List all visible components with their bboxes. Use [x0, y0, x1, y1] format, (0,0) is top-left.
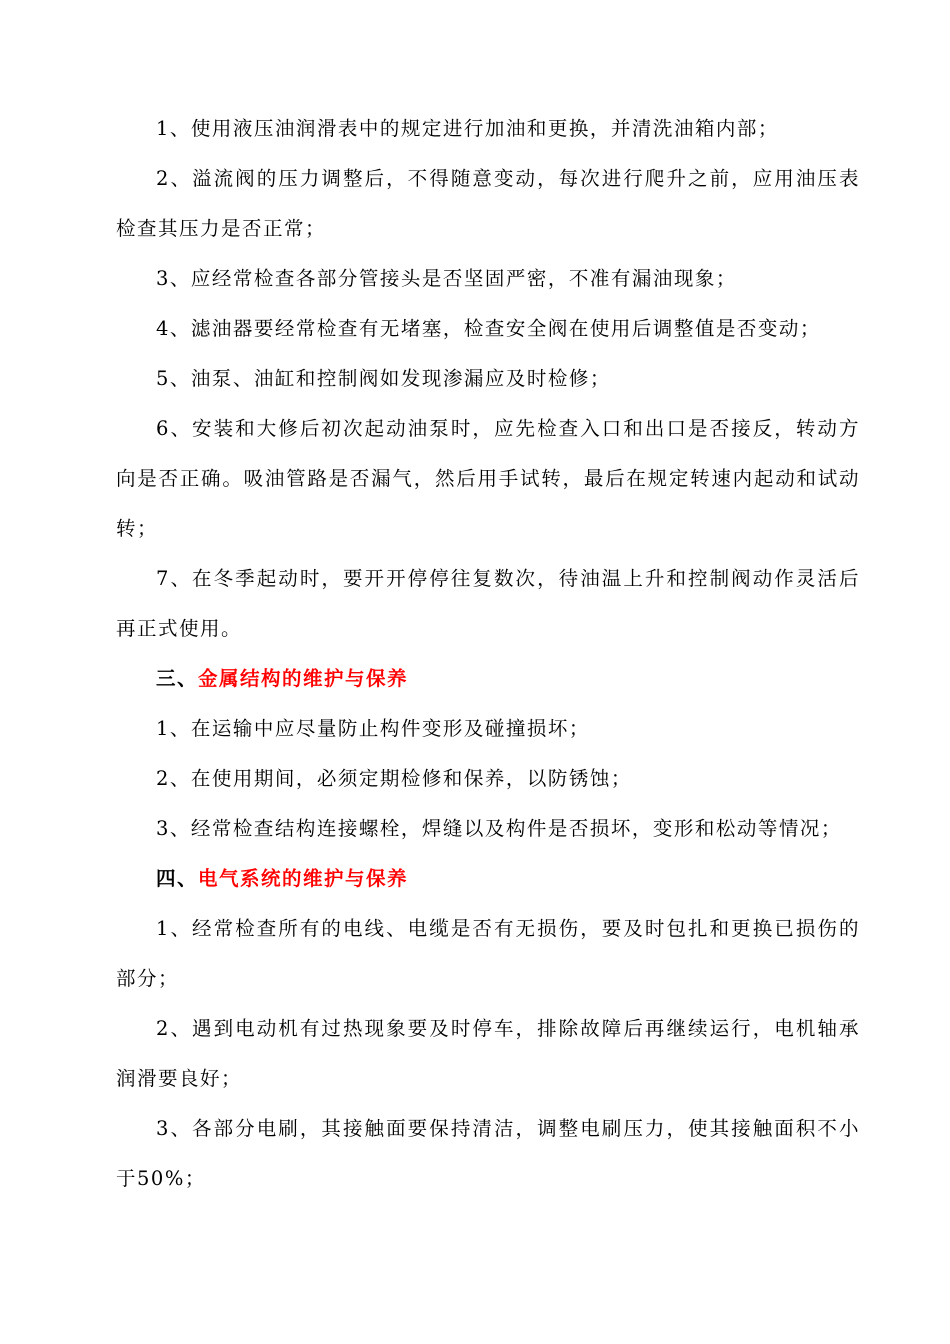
paragraph-metal-1: 1、在运输中应尽量防止构件变形及碰撞损坏；	[156, 717, 590, 740]
section-number: 四、	[156, 867, 199, 890]
paragraph-electrical-3: 3、各部分电刷，其接触面要保持清洁，调整电刷压力，使其接触面积不小于50%；	[116, 1117, 860, 1190]
paragraph-hydraulic-4: 4、滤油器要经常检查有无堵塞，检查安全阀在使用后调整值是否变动；	[156, 317, 821, 340]
paragraph-hydraulic-2: 2、溢流阀的压力调整后，不得随意变动，每次进行爬升之前，应用油压表检查其压力是否正常；	[116, 167, 860, 240]
paragraph-hydraulic-5: 5、油泵、油缸和控制阀如发现渗漏应及时检修；	[156, 367, 611, 390]
paragraph-electrical-1: 1、经常检查所有的电线、电缆是否有无损伤，要及时包扎和更换已损伤的部分；	[116, 917, 860, 990]
paragraph-hydraulic-3: 3、应经常检查各部分管接头是否坚固严密，不准有漏油现象；	[156, 267, 737, 290]
section-number: 三、	[156, 667, 199, 690]
section-heading-electrical-system	[116, 854, 860, 904]
paragraph-electrical-2: 2、遇到电动机有过热现象要及时停车，排除故障后再继续运行，电机轴承润滑要良好；	[116, 1017, 860, 1090]
paragraph-hydraulic-6: 6、安装和大修后初次起动油泵时，应先检查入口和出口是否接反，转动方向是否正确。吸油管路是否漏气，然后用手试转，最后在规定转速内起动和试动转；	[116, 417, 860, 540]
document-body	[116, 104, 860, 1204]
section-title: 金属结构的维护与保养	[198, 667, 409, 690]
paragraph-hydraulic-7: 7、在冬季起动时，要开开停停往复数次，待油温上升和控制阀动作灵活后再正式使用。	[116, 567, 860, 640]
paragraph-metal-3: 3、经常检查结构连接螺栓，焊缝以及构件是否损坏，变形和松动等情况；	[156, 817, 842, 840]
paragraph-hydraulic-1: 1、使用液压油润滑表中的规定进行加油和更换，并清洗油箱内部；	[156, 117, 779, 140]
paragraph-metal-2: 2、在使用期间，必须定期检修和保养，以防锈蚀；	[156, 767, 632, 790]
section-heading-metal-structure	[116, 654, 860, 704]
section-title: 电气系统的维护与保养	[198, 867, 409, 890]
